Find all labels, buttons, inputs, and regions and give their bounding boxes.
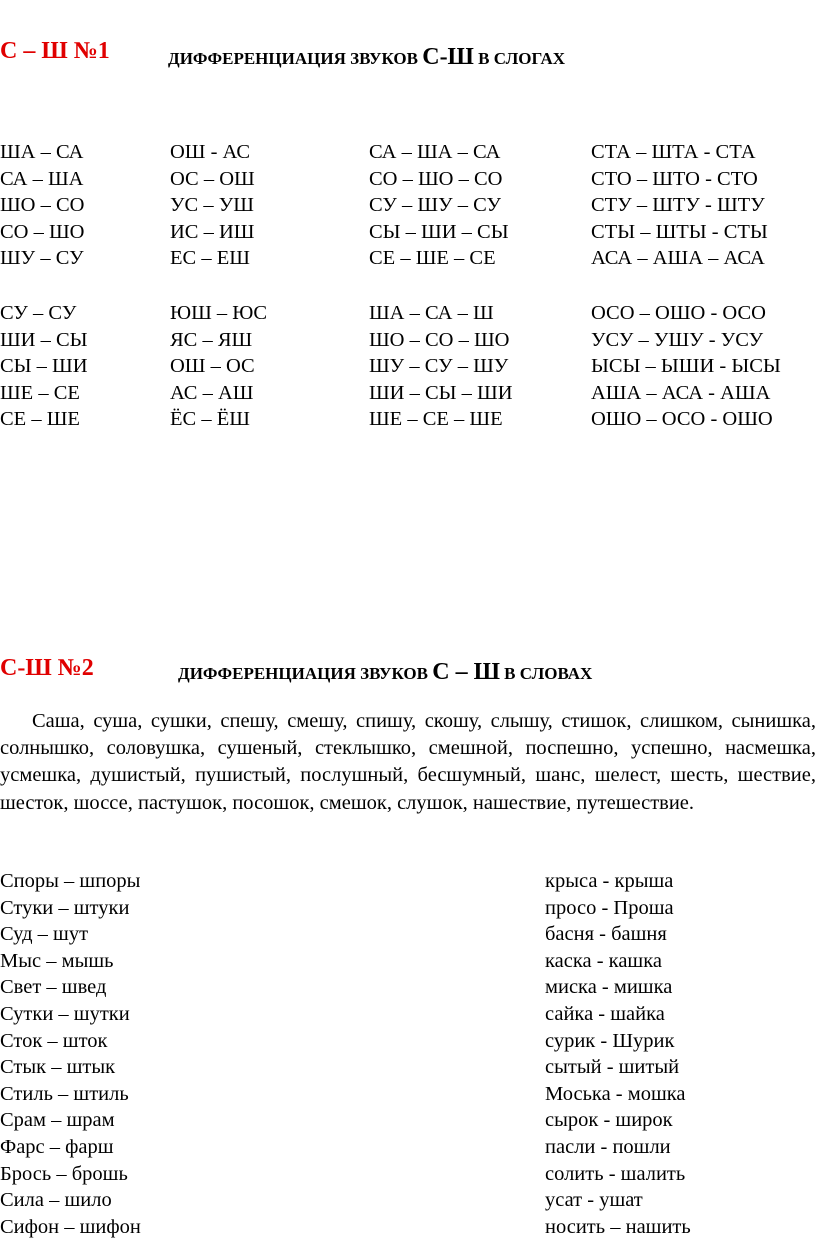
syllable-cell: ЫСЫ – ЫШИ - ЫСЫ — [591, 355, 781, 377]
word-pairs-left — [0, 868, 141, 1240]
syllable-cell: ОСО – ОШО - ОСО — [591, 302, 766, 324]
syllable-cell: УСУ – УШУ - УСУ — [591, 328, 764, 351]
word-pair: Фарс – фарш — [0, 1135, 114, 1158]
syllable-cell: СТО – ШТО - СТО — [591, 167, 758, 190]
syllable-cell: ШЕ – СЕ – ШЕ — [369, 408, 503, 430]
section1-title: ДИФФЕРЕНЦИАЦИЯ ЗВУКОВ С-Ш В СЛОГАХ — [168, 44, 566, 70]
syllable-cell: ЁС – ЁШ — [170, 408, 250, 430]
syllable-cell: ШО – СО — [0, 194, 85, 216]
syllable-cell: СУ – СУ — [0, 302, 77, 324]
syllable-cell: ОШ – ОС — [170, 355, 255, 377]
word-pair: Споры – шпоры — [0, 870, 141, 892]
syllable-cell: ОШО – ОСО - ОШО — [591, 408, 773, 430]
syllable-cell: ШЕ – СЕ — [0, 381, 80, 404]
word-pair: Сифон – шифон — [0, 1215, 141, 1238]
word-pair: сурик - Шурик — [545, 1029, 675, 1052]
word-pair: миска - мишка — [545, 976, 673, 999]
syllable-cell: ШУ – СУ – ШУ — [369, 355, 509, 377]
word-pair: басня - башня — [545, 923, 667, 946]
word-pair: каска - кашка — [545, 949, 662, 972]
word-pair: Сила – шило — [0, 1189, 112, 1212]
syllable-cell: СТЫ – ШТЫ - СТЫ — [591, 220, 768, 243]
section1-heading — [0, 38, 110, 65]
syllable-cell: СТУ – ШТУ - ШТУ — [591, 194, 765, 216]
syllable-cell: ЕС – ЕШ — [170, 247, 250, 269]
word-pairs-right — [545, 868, 691, 1240]
word-pair: Стуки – штуки — [0, 896, 130, 919]
word-pair: Срам – шрам — [0, 1109, 115, 1132]
syllable-cell: СА – ША – СА — [369, 141, 501, 163]
word-pair: сайка - шайка — [545, 1002, 665, 1025]
syllable-cell: АША – АСА - АША — [591, 381, 771, 404]
word-pair: крыса - крыша — [545, 870, 674, 892]
syllable-cell: ШИ – СЫ – ШИ — [369, 381, 513, 404]
syllable-cell: СТА – ШТА - СТА — [591, 141, 756, 163]
syllable-cell: ЯС – ЯШ — [170, 328, 253, 351]
word-pair: сытый - шитый — [545, 1056, 680, 1079]
syllable-cell: АСА – АША – АСА — [591, 247, 765, 269]
section2-title: ДИФФЕРЕНЦИАЦИЯ ЗВУКОВ С – Ш В СЛОВАХ — [178, 659, 593, 685]
syllable-cell: ОС – ОШ — [170, 167, 255, 190]
syllable-cell: СЕ – ШЕ — [0, 408, 80, 430]
word-pair: усат - ушат — [545, 1189, 643, 1212]
syllable-cell: СО – ШО – СО — [369, 167, 503, 190]
word-pair: просо - Проша — [545, 896, 674, 919]
syllable-cell: ША – СА – Ш — [369, 302, 494, 324]
syllable-cell: СУ – ШУ – СУ — [369, 194, 502, 216]
word-pair: Свет – швед — [0, 976, 107, 999]
section2-heading — [0, 655, 94, 682]
word-pair: Стык – штык — [0, 1056, 116, 1079]
syllable-cell: УС – УШ — [170, 194, 254, 216]
syllable-cell: ШИ – СЫ — [0, 328, 88, 351]
word-pair: Моська - мошка — [545, 1082, 686, 1105]
syllable-cell: ЮШ – ЮС — [170, 302, 267, 324]
syllable-cell: СА – ША — [0, 167, 84, 190]
syllable-cell: СО – ШО — [0, 220, 85, 243]
word-pair: Мыс – мышь — [0, 949, 114, 972]
syllable-cell: ОШ - АС — [170, 141, 251, 163]
word-paragraph: Саша, суша, сушки, спешу, смешу, спишу, скошу, слышу, стишок, слишком, сынишка, солнышко, соловушка, сушеный, стеклышко, смешной, поспешно, успешно, насмешка, усмешка, душистый, пушистый, послушный, бесшумный, шанс, шелест, шесть, шествие, шесток, шоссе, пастушок, посошок, смешок, слушок, нашествие, путешествие. — [0, 710, 816, 814]
word-pair: пасли - пошли — [545, 1135, 671, 1158]
syllable-cell: СЫ – ШИ — [0, 355, 88, 377]
word-pair: Сутки – шутки — [0, 1002, 130, 1025]
word-pair: сырок - широк — [545, 1109, 673, 1132]
word-pair: солить - шалить — [545, 1162, 686, 1185]
syllable-cell: ША – СА — [0, 141, 84, 163]
syllable-cell: ШО – СО – ШО — [369, 328, 510, 351]
syllable-cell: АС – АШ — [170, 381, 254, 404]
section2-number: С-Ш №2 — [0, 655, 94, 681]
syllable-cell: ШУ – СУ — [0, 247, 84, 269]
syllable-cell: СЫ – ШИ – СЫ — [369, 220, 509, 243]
word-pair: носить – нашить — [545, 1215, 691, 1238]
word-pair: Брось – брошь — [0, 1162, 128, 1185]
syllable-cell: СЕ – ШЕ – СЕ — [369, 247, 496, 269]
section1-number: С – Ш №1 — [0, 38, 110, 64]
syllable-cell: ИС – ИШ — [170, 220, 255, 243]
word-pair: Сток – шток — [0, 1029, 108, 1052]
word-pair: Суд – шут — [0, 923, 89, 946]
word-pair: Стиль – штиль — [0, 1082, 129, 1105]
